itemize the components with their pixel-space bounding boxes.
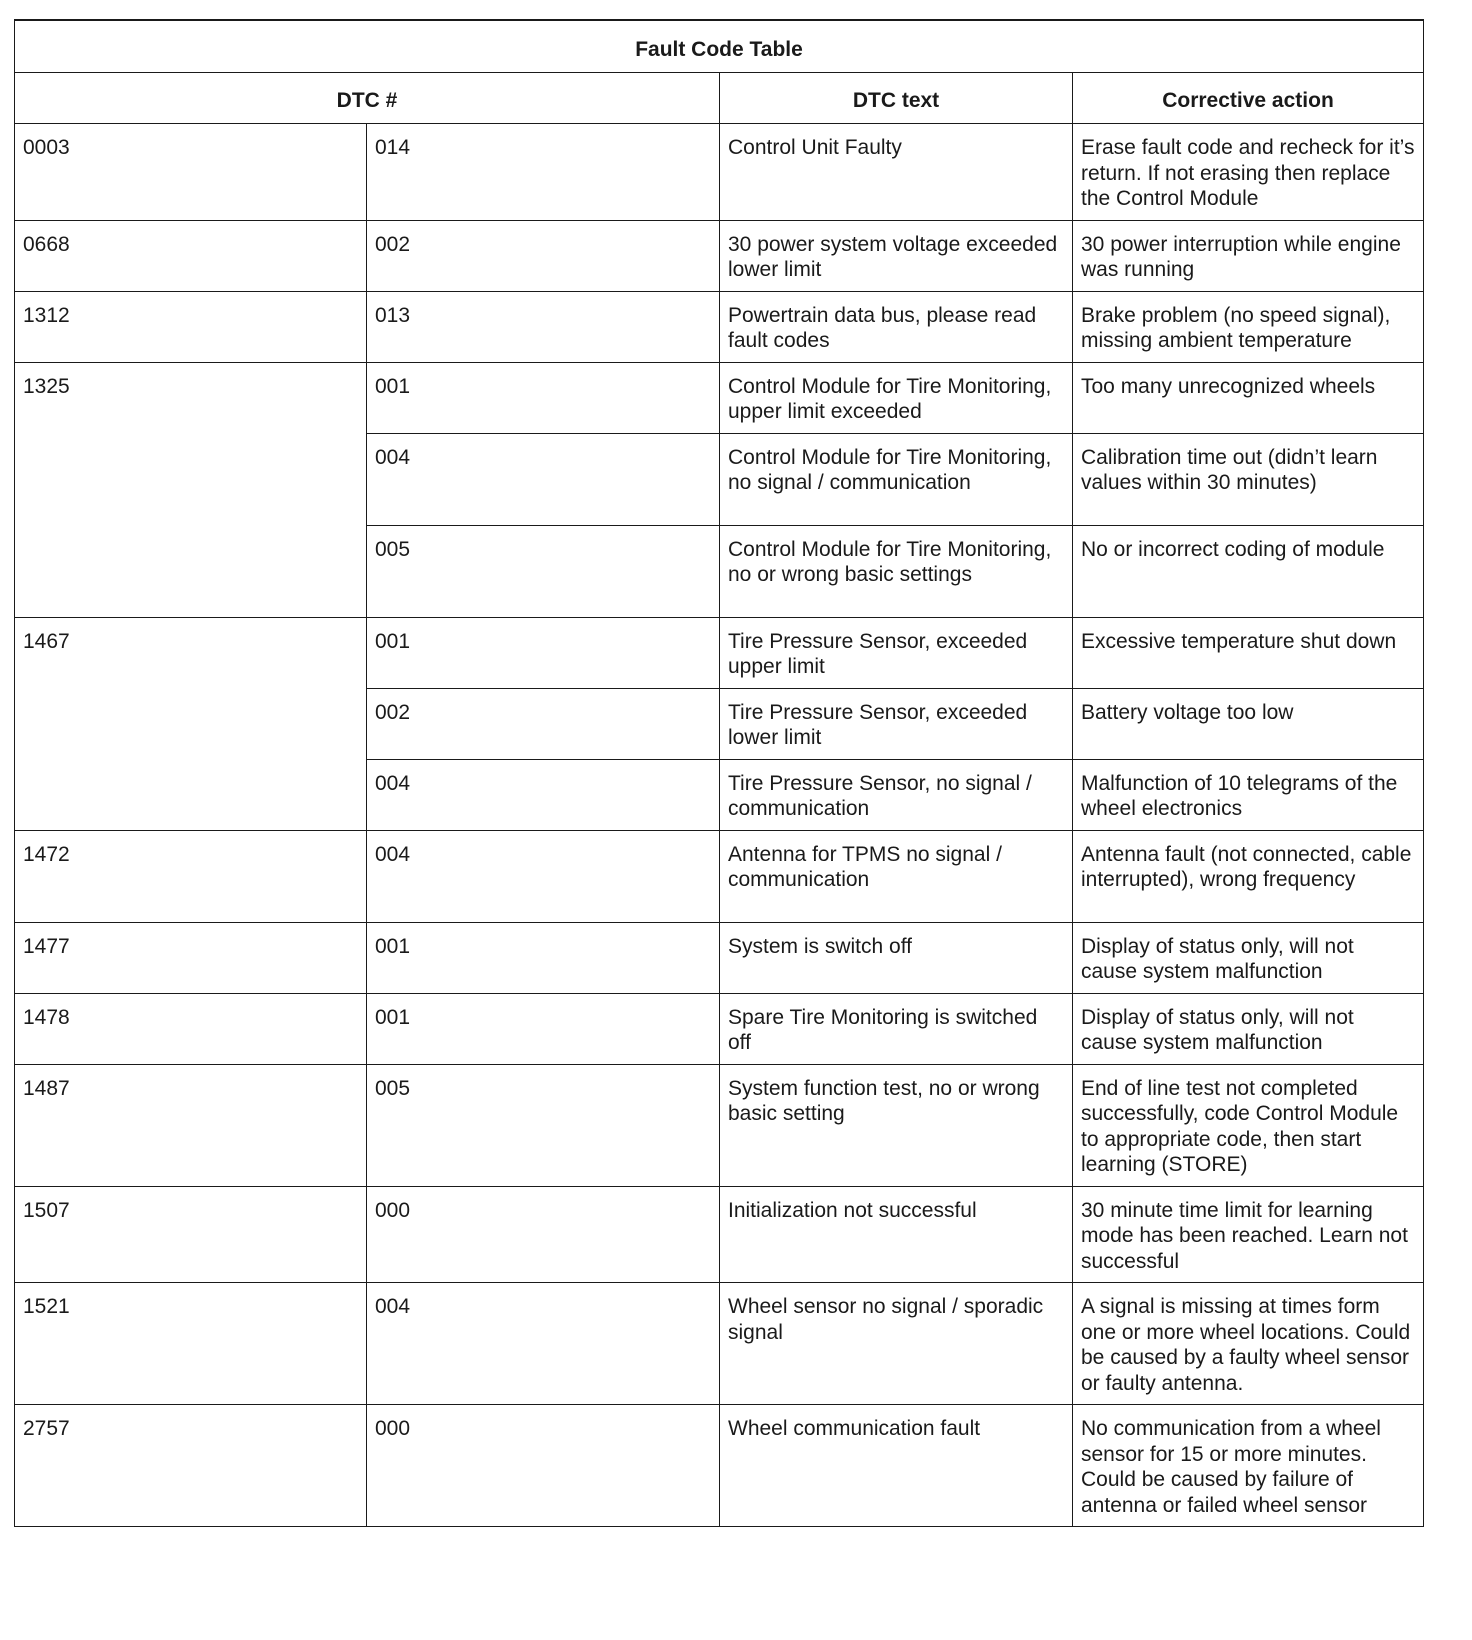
table-row [15,124,1424,221]
dtc-text-cell: Tire Pressure Sensor, exceeded lower limit [720,688,1073,759]
dtc-subcode-cell: 004 [367,830,720,922]
dtc-code-cell: 2757 [15,1405,367,1527]
table-header-row [15,73,1424,124]
dtc-subcode-cell: 001 [367,922,720,993]
table-row [15,362,1424,433]
dtc-subcode-cell: 014 [367,124,720,221]
dtc-subcode-cell: 000 [367,1405,720,1527]
dtc-text-cell: 30 power system voltage exceeded lower limit [720,220,1073,291]
table-row [15,830,1424,922]
dtc-code-cell: 1521 [15,1283,367,1405]
dtc-code-cell: 1467 [15,617,367,830]
dtc-text-cell: Wheel communication fault [720,1405,1073,1527]
corrective-action-cell: 30 minute time limit for learning mode has been reached. Learn not successful [1073,1186,1424,1283]
table-row [15,291,1424,362]
table-title: Fault Code Table [15,20,1424,73]
dtc-code-cell: 1312 [15,291,367,362]
corrective-action-cell: Display of status only, will not cause system malfunction [1073,993,1424,1064]
dtc-subcode-cell: 013 [367,291,720,362]
corrective-action-cell: End of line test not completed successfully, code Control Module to appropriate code, then start learning (STORE) [1073,1064,1424,1186]
table-row [15,1064,1424,1186]
dtc-text-cell: Control Module for Tire Monitoring, no or wrong basic settings [720,525,1073,617]
dtc-subcode-cell: 002 [367,220,720,291]
dtc-code-cell: 1507 [15,1186,367,1283]
dtc-subcode-cell: 001 [367,617,720,688]
dtc-subcode-cell: 001 [367,993,720,1064]
dtc-subcode-cell: 005 [367,1064,720,1186]
dtc-text-cell: Control Unit Faulty [720,124,1073,221]
dtc-code-cell: 0003 [15,124,367,221]
corrective-action-cell: Calibration time out (didn’t learn values within 30 minutes) [1073,433,1424,525]
corrective-action-cell: No or incorrect coding of module [1073,525,1424,617]
dtc-text-cell: Spare Tire Monitoring is switched off [720,993,1073,1064]
table-row [15,1405,1424,1527]
dtc-text-cell: Control Module for Tire Monitoring, no signal / communication [720,433,1073,525]
dtc-subcode-cell: 004 [367,759,720,830]
corrective-action-cell: Excessive temperature shut down [1073,617,1424,688]
corrective-action-cell: A signal is missing at times form one or more wheel locations. Could be caused by a faulty wheel sensor or faulty antenna. [1073,1283,1424,1405]
corrective-action-cell: Malfunction of 10 telegrams of the wheel electronics [1073,759,1424,830]
dtc-text-cell: System function test, no or wrong basic setting [720,1064,1073,1186]
table-row [15,617,1424,688]
table-row [15,922,1424,993]
corrective-action-cell: Battery voltage too low [1073,688,1424,759]
dtc-text-cell: Initialization not successful [720,1186,1073,1283]
dtc-code-cell: 1478 [15,993,367,1064]
dtc-code-cell: 1472 [15,830,367,922]
corrective-action-cell: Antenna fault (not connected, cable interrupted), wrong frequency [1073,830,1424,922]
corrective-action-cell: Too many unrecognized wheels [1073,362,1424,433]
dtc-code-cell: 1325 [15,362,367,617]
dtc-subcode-cell: 002 [367,688,720,759]
dtc-subcode-cell: 001 [367,362,720,433]
dtc-code-cell: 0668 [15,220,367,291]
dtc-text-cell: Tire Pressure Sensor, exceeded upper limit [720,617,1073,688]
header-dtc-number: DTC # [15,73,720,124]
corrective-action-cell: Brake problem (no speed signal), missing ambient temperature [1073,291,1424,362]
dtc-code-cell: 1487 [15,1064,367,1186]
table-title-row [15,20,1424,73]
header-dtc-text: DTC text [720,73,1073,124]
table-body [15,124,1424,1527]
table-row [15,220,1424,291]
dtc-text-cell: Wheel sensor no signal / sporadic signal [720,1283,1073,1405]
dtc-text-cell: Antenna for TPMS no signal / communication [720,830,1073,922]
dtc-subcode-cell: 000 [367,1186,720,1283]
table-row [15,1283,1424,1405]
dtc-subcode-cell: 004 [367,1283,720,1405]
corrective-action-cell: 30 power interruption while engine was running [1073,220,1424,291]
dtc-text-cell: Control Module for Tire Monitoring, upper limit exceeded [720,362,1073,433]
table-row [15,993,1424,1064]
dtc-code-cell: 1477 [15,922,367,993]
dtc-text-cell: Powertrain data bus, please read fault codes [720,291,1073,362]
corrective-action-cell: No communication from a wheel sensor for 15 or more minutes. Could be caused by failure of antenna or failed wheel sensor [1073,1405,1424,1527]
fault-code-table [14,19,1424,1527]
header-corrective-action: Corrective action [1073,73,1424,124]
dtc-text-cell: Tire Pressure Sensor, no signal / communication [720,759,1073,830]
dtc-subcode-cell: 004 [367,433,720,525]
dtc-subcode-cell: 005 [367,525,720,617]
corrective-action-cell: Erase fault code and recheck for it’s return. If not erasing then replace the Control Module [1073,124,1424,221]
dtc-text-cell: System is switch off [720,922,1073,993]
table-row [15,1186,1424,1283]
corrective-action-cell: Display of status only, will not cause system malfunction [1073,922,1424,993]
